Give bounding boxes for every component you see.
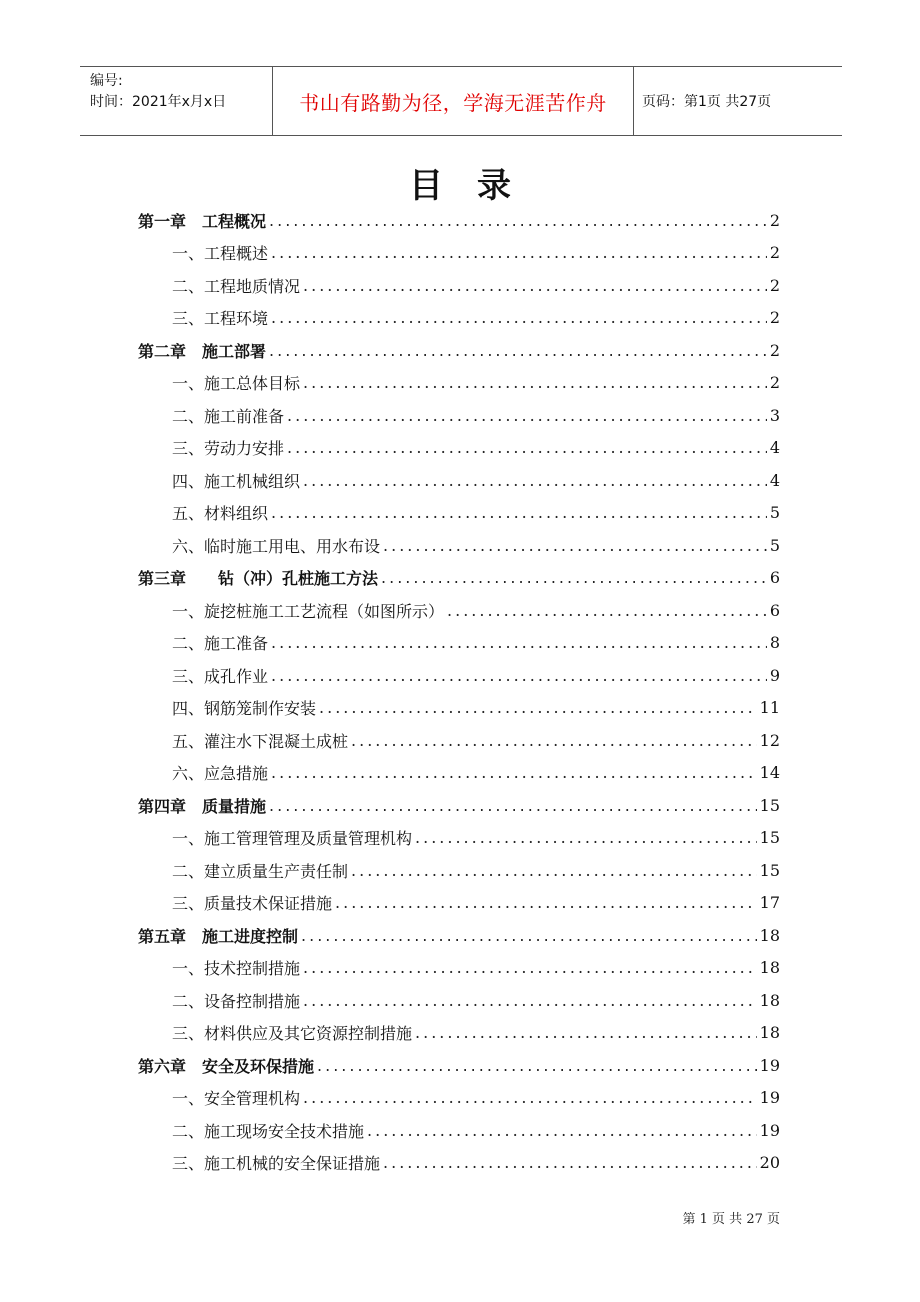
toc-entry-page: 2 [769,243,780,263]
toc-section-row[interactable] [138,952,780,985]
toc-entry-page: 15 [759,795,780,815]
toc-section-row[interactable] [138,594,780,627]
toc-entry-page: 17 [759,893,780,913]
toc-entry-label: 三、劳动力安排 [172,439,285,459]
toc-entry-page: 18 [759,1023,780,1043]
toc-entry-label: 三、质量技术保证措施 [172,894,333,914]
toc-section-row[interactable] [138,854,780,887]
toc-section-row[interactable] [138,659,780,692]
toc-entry-label: 六、临时施工用电、用水布设 [172,536,381,556]
toc-dot-leader [271,503,767,522]
toc-entry-page: 2 [769,210,780,230]
toc-dot-leader [367,1121,757,1140]
toc-dot-leader [271,763,757,782]
page-title: 目录 [409,166,545,206]
toc-entry-label: 六、应急措施 [172,764,269,784]
header-page-cell [634,67,842,135]
toc-dot-leader [415,828,757,847]
toc-dot-leader [383,1153,757,1172]
toc-section-row[interactable] [138,464,780,497]
toc-chapter-row[interactable] [138,562,780,595]
toc-section-row[interactable] [138,302,780,335]
toc-section-row[interactable] [138,497,780,530]
toc-entry-page: 2 [769,308,780,328]
toc-dot-leader [351,861,757,880]
toc-entry-page: 19 [759,1120,780,1140]
toc-entry-label: 三、材料供应及其它资源控制措施 [172,1024,413,1044]
toc-entry-label: 二、设备控制措施 [172,991,301,1011]
toc-section-row[interactable] [138,237,780,270]
toc-section-row[interactable] [138,1114,780,1147]
toc-dot-leader [447,601,767,620]
toc-entry-page: 5 [769,535,780,555]
toc-entry-page: 9 [769,665,780,685]
toc-dot-leader [383,536,767,555]
toc-entry-page: 2 [769,275,780,295]
toc-entry-label: 一、施工总体目标 [172,374,301,394]
toc-section-row[interactable] [138,757,780,790]
toc-dot-leader [287,406,767,425]
toc-entry-label: 第三章 钻（冲）孔桩施工方法 [138,569,379,589]
toc-entry-page: 15 [759,860,780,880]
toc-entry-page: 20 [759,1153,780,1173]
toc-entry-page: 18 [759,925,780,945]
toc-dot-leader [303,1088,757,1107]
table-of-contents [138,204,780,1179]
toc-entry-page: 18 [759,958,780,978]
toc-section-row[interactable] [138,367,780,400]
toc-entry-page: 14 [759,763,780,783]
toc-entry-label: 一、安全管理机构 [172,1089,301,1109]
toc-entry-page: 6 [769,568,780,588]
toc-entry-page: 4 [769,438,780,458]
toc-dot-leader [415,1023,757,1042]
toc-dot-leader [271,308,767,327]
toc-entry-page: 12 [759,730,780,750]
toc-section-row[interactable] [138,1017,780,1050]
toc-dot-leader [303,958,757,977]
toc-entry-label: 第二章 施工部署 [138,341,267,361]
toc-entry-label: 四、钢筋笼制作安装 [172,699,317,719]
toc-dot-leader [303,991,757,1010]
toc-chapter-row[interactable] [138,334,780,367]
toc-dot-leader [269,796,757,815]
toc-entry-label: 第五章 施工进度控制 [138,926,299,946]
toc-dot-leader [351,731,757,750]
toc-entry-label: 四、施工机械组织 [172,471,301,491]
toc-entry-label: 一、旋挖桩施工工艺流程（如图所示） [172,601,445,621]
toc-entry-label: 一、施工管理管理及质量管理机构 [172,829,413,849]
toc-section-row[interactable] [138,627,780,660]
toc-entry-label: 二、建立质量生产责任制 [172,861,349,881]
toc-dot-leader [303,471,767,490]
toc-section-row[interactable] [138,432,780,465]
toc-entry-page: 11 [759,698,780,718]
toc-entry-page: 2 [769,340,780,360]
toc-section-row[interactable] [138,1147,780,1180]
toc-entry-label: 第四章 质量措施 [138,796,267,816]
toc-section-row[interactable] [138,692,780,725]
toc-dot-leader [303,373,767,392]
toc-entry-label: 一、工程概述 [172,244,269,264]
header-page-label: 页码：第1页 共27页 [642,94,772,110]
toc-entry-label: 五、材料组织 [172,504,269,524]
header-left-cell [80,67,273,135]
toc-entry-label: 三、施工机械的安全保证措施 [172,1154,381,1174]
toc-dot-leader [319,698,757,717]
toc-dot-leader [269,341,767,360]
toc-entry-label: 二、施工现场安全技术措施 [172,1121,365,1141]
toc-dot-leader [317,1056,757,1075]
toc-dot-leader [335,893,757,912]
toc-entry-page: 5 [769,503,780,523]
toc-entry-page: 19 [759,1088,780,1108]
page-footer: 第 1 页 共 27 页 [682,1212,780,1227]
toc-entry-label: 第一章 工程概况 [138,211,267,231]
toc-section-row[interactable] [138,724,780,757]
toc-entry-page: 8 [769,633,780,653]
document-time-label: 时间：2021年x月x日 [90,94,227,110]
toc-section-row[interactable] [138,887,780,920]
toc-entry-page: 18 [759,990,780,1010]
toc-chapter-row[interactable] [138,204,780,237]
toc-dot-leader [287,438,767,457]
toc-entry-label: 三、工程环境 [172,309,269,329]
toc-dot-leader [381,568,767,587]
toc-section-row[interactable] [138,529,780,562]
toc-entry-label: 第六章 安全及环保措施 [138,1056,315,1076]
toc-dot-leader [301,926,757,945]
toc-entry-label: 二、施工准备 [172,634,269,654]
toc-chapter-row[interactable] [138,1049,780,1082]
header-motto-cell [273,67,634,135]
toc-entry-label: 一、技术控制措施 [172,959,301,979]
header-motto: 书山有路勤为径，学海无涯苦作舟 [299,90,607,115]
toc-chapter-row[interactable] [138,919,780,952]
toc-entry-label: 二、工程地质情况 [172,276,301,296]
document-number-label: 编号: [90,73,123,89]
toc-section-row[interactable] [138,984,780,1017]
toc-dot-leader [269,211,767,230]
toc-entry-page: 3 [769,405,780,425]
toc-entry-label: 二、施工前准备 [172,406,285,426]
toc-dot-leader [271,666,767,685]
toc-dot-leader [271,243,767,262]
toc-entry-page: 6 [769,600,780,620]
toc-section-row[interactable] [138,1082,780,1115]
toc-entry-page: 19 [759,1055,780,1075]
toc-section-row[interactable] [138,269,780,302]
toc-entry-page: 15 [759,828,780,848]
toc-entry-page: 2 [769,373,780,393]
toc-entry-page: 4 [769,470,780,490]
toc-section-row[interactable] [138,822,780,855]
toc-chapter-row[interactable] [138,789,780,822]
page-header [80,66,842,136]
toc-entry-label: 三、成孔作业 [172,666,269,686]
toc-entry-label: 五、灌注水下混凝土成桩 [172,731,349,751]
toc-dot-leader [303,276,767,295]
toc-section-row[interactable] [138,399,780,432]
toc-dot-leader [271,633,767,652]
